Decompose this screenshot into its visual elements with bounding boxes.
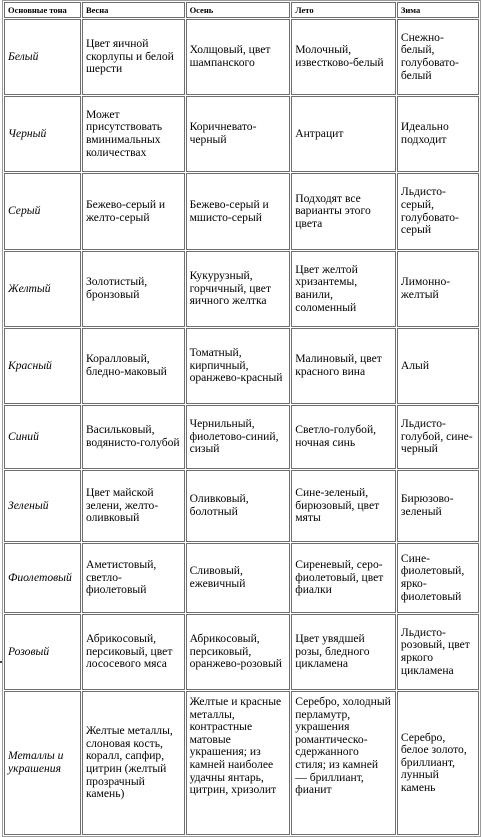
spring-cell: Коралловый, бледно-маковый [82, 328, 185, 404]
autumn-cell: Кукурузный, горчичный, цвет яичного желтка [186, 251, 291, 327]
summer-cell: Антрацит [291, 96, 396, 172]
spring-cell: Желтые металлы, слоновая кость, коралл, сапфир, цитрин (желтый прозрачный камень) [82, 691, 185, 835]
tone-cell: Красный [4, 328, 81, 404]
summer-cell: Сине-зеленый, бирюзовый, цвет мяты [291, 470, 396, 542]
table-row [4, 173, 479, 250]
spring-cell: Васильковый, водянисто-голубой [82, 405, 185, 469]
autumn-cell: Чернильный, фиолетово-синий, сизый [186, 405, 291, 469]
table-row [4, 614, 479, 690]
tone-cell: Серый [4, 173, 81, 250]
winter-cell: Льдисто-голубой, сине-черный [397, 405, 479, 469]
header-winter: Зима [397, 2, 479, 18]
tone-cell: Белый [4, 19, 81, 95]
table-row [4, 19, 479, 95]
tone-cell: Розовый [4, 614, 81, 690]
table-row [4, 405, 479, 469]
winter-cell: Льдисто-розовый, цвет яркого цикламена [397, 614, 479, 690]
summer-cell: Цвет желтой хризантемы, ванили, соломенный [291, 251, 396, 327]
winter-cell: Снежно-белый, голубовато-белый [397, 19, 479, 95]
table-row [4, 691, 479, 835]
winter-cell: Сине-фиолетовый, ярко-фиолетовый [397, 543, 479, 613]
autumn-cell: Оливковый, болотный [186, 470, 291, 542]
autumn-cell: Бежево-серый и мшисто-серый [186, 173, 291, 250]
summer-cell: Малиновый, цвет красного вина [291, 328, 396, 404]
spring-cell: Цвет яичной скорлупы и белой шерсти [82, 19, 185, 95]
table-row [4, 96, 479, 172]
summer-cell: Молочный, известково-белый [291, 19, 396, 95]
winter-cell: Алый [397, 328, 479, 404]
table-row [4, 543, 479, 613]
table-row [4, 251, 479, 327]
summer-cell: Серебро, холодный перламутр, украшения романтическо-сдержанного стиля; из камней — бриллиант, фианит [291, 691, 396, 835]
tone-cell: Фиолетовый [4, 543, 81, 613]
header-tone: Основные тона [4, 2, 81, 18]
color-season-table [2, 0, 481, 837]
spring-cell: Абрикосовый, персиковый, цвет лососевого мяса [82, 614, 185, 690]
spring-cell: Золотистый, бронзовый [82, 251, 185, 327]
winter-cell: Серебро, белое золото, бриллиант, лунный камень [397, 691, 479, 835]
spring-cell: Бежево-серый и желто-серый [82, 173, 185, 250]
table-header-row [4, 2, 479, 18]
header-spring: Весна [82, 2, 185, 18]
tone-cell: Металлы и украшения [4, 691, 81, 835]
summer-cell: Светло-голубой, ночная синь [291, 405, 396, 469]
header-autumn: Осень [186, 2, 291, 18]
autumn-cell: Желтые и красные металлы, контрастные матовые украшения; из камней наиболее удачны янтарь, цитрин, хризолит [186, 691, 291, 835]
autumn-cell: Коричневато-черный [186, 96, 291, 172]
tone-cell: Зеленый [4, 470, 81, 542]
winter-cell: Лимонно-желтый [397, 251, 479, 327]
header-summer: Лето [291, 2, 396, 18]
autumn-cell: Холщовый, цвет шампанского [186, 19, 291, 95]
tone-cell: Желтый [4, 251, 81, 327]
spring-cell: Аметистовый, светло-фиолетовый [82, 543, 185, 613]
tone-cell: Синий [4, 405, 81, 469]
autumn-cell: Сливовый, ежевичный [186, 543, 291, 613]
winter-cell: Льдисто-серый, голубовато-серый [397, 173, 479, 250]
summer-cell: Подходят все варианты этого цвета [291, 173, 396, 250]
summer-cell: Сиреневый, серо-фиолетовый, цвет фиалки [291, 543, 396, 613]
autumn-cell: Томатный, кирпичный, оранжево-красный [186, 328, 291, 404]
tone-cell: Черный [4, 96, 81, 172]
table-row [4, 328, 479, 404]
winter-cell: Идеально подходит [397, 96, 479, 172]
summer-cell: Цвет увядшей розы, бледного цикламена [291, 614, 396, 690]
table-row [4, 470, 479, 542]
winter-cell: Бирюзово-зеленый [397, 470, 479, 542]
spring-cell: Цвет майской зелени, желто-оливковый [82, 470, 185, 542]
autumn-cell: Абрикосовый, персиковый, оранжево-розовый [186, 614, 291, 690]
spring-cell: Может присутствовать вминимальных количествах [82, 96, 185, 172]
